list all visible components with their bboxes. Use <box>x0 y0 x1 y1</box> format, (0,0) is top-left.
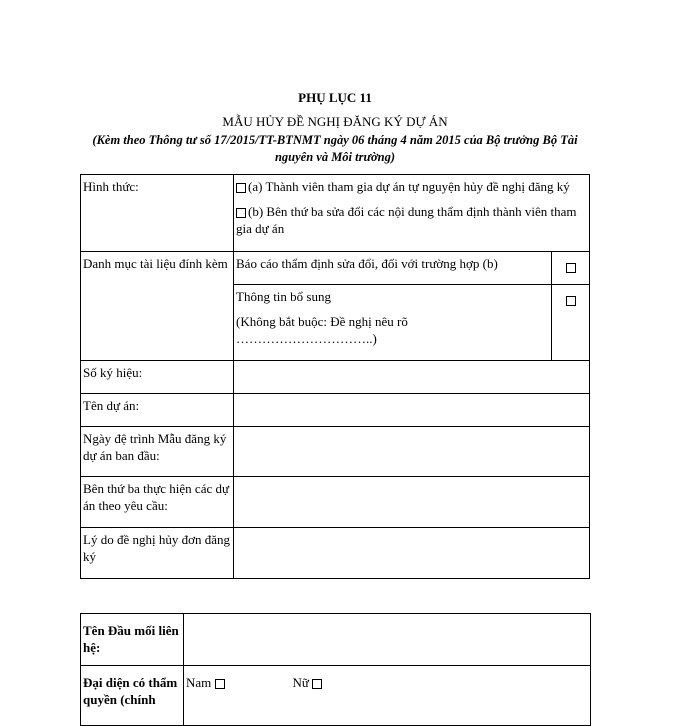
attachment-1-check[interactable] <box>552 252 590 285</box>
female-label: Nữ <box>292 675 309 690</box>
reference-no-label: Số ký hiệu: <box>81 361 234 394</box>
focal-point-field[interactable] <box>184 614 591 666</box>
form-type-options <box>234 175 590 252</box>
form-type-label: Hình thức: <box>81 175 234 252</box>
reference-no-field[interactable] <box>234 361 590 394</box>
checkbox-icon[interactable] <box>312 679 322 689</box>
reason-label: Lý do đề nghị hủy đơn đăng ký <box>81 528 234 579</box>
attachment-2-note: (Không bắt buộc: Đề nghị nêu rõ …………………………..) <box>236 314 408 346</box>
female-option[interactable] <box>293 674 325 691</box>
project-name-field[interactable] <box>234 394 590 427</box>
option-a[interactable] <box>236 178 587 195</box>
attachment-2-label: Thông tin bổ sung <box>236 289 331 304</box>
form-title: MẪU HỦY ĐỀ NGHỊ ĐĂNG KÝ DỰ ÁN <box>222 114 448 129</box>
option-b[interactable] <box>236 203 587 237</box>
submission-date-field[interactable] <box>234 427 590 477</box>
attachment-1-label: Báo cáo thẩm định sửa đổi, đối với trường hợp (b) <box>234 252 552 285</box>
option-b-label: (b) Bên thứ ba sửa đổi các nội dung thẩm định thành viên tham gia dự án <box>236 204 577 236</box>
representative-label: Đại diện có thẩm quyền (chính <box>81 666 184 726</box>
male-label: Nam <box>186 675 212 690</box>
third-party-label: Bên thứ ba thực hiện các dự án theo yêu cầu: <box>81 477 234 528</box>
submission-date-label: Ngày đệ trình Mẫu đăng ký dự án ban đầu: <box>81 427 234 477</box>
checkbox-icon[interactable] <box>236 183 246 193</box>
third-party-field[interactable] <box>234 477 590 528</box>
reason-field[interactable] <box>234 528 590 579</box>
appendix-title: PHỤ LỤC 11 <box>298 90 372 105</box>
option-a-label: (a) Thành viên tham gia dự án tự nguyện hủy đề nghị đăng ký <box>248 179 570 194</box>
attachment-2-cell <box>234 285 552 361</box>
checkbox-icon[interactable] <box>566 263 576 273</box>
focal-point-label: Tên Đầu mối liên hệ: <box>81 614 184 666</box>
male-option[interactable] <box>186 674 227 691</box>
project-name-label: Tên dự án: <box>81 394 234 427</box>
checkbox-icon[interactable] <box>215 679 225 689</box>
gender-options <box>184 666 591 726</box>
contact-table <box>80 613 591 726</box>
checkbox-icon[interactable] <box>566 296 576 306</box>
attachment-2-check[interactable] <box>552 285 590 361</box>
attachments-label: Danh mục tài liệu đính kèm <box>81 252 234 361</box>
form-subtitle: (Kèm theo Thông tư số 17/2015/TT-BTNMT ngày 06 tháng 4 năm 2015 của Bộ trưởng Bộ Tài nguyên và Môi trường) <box>92 133 578 164</box>
checkbox-icon[interactable] <box>236 208 246 218</box>
registration-cancellation-table <box>80 174 590 579</box>
